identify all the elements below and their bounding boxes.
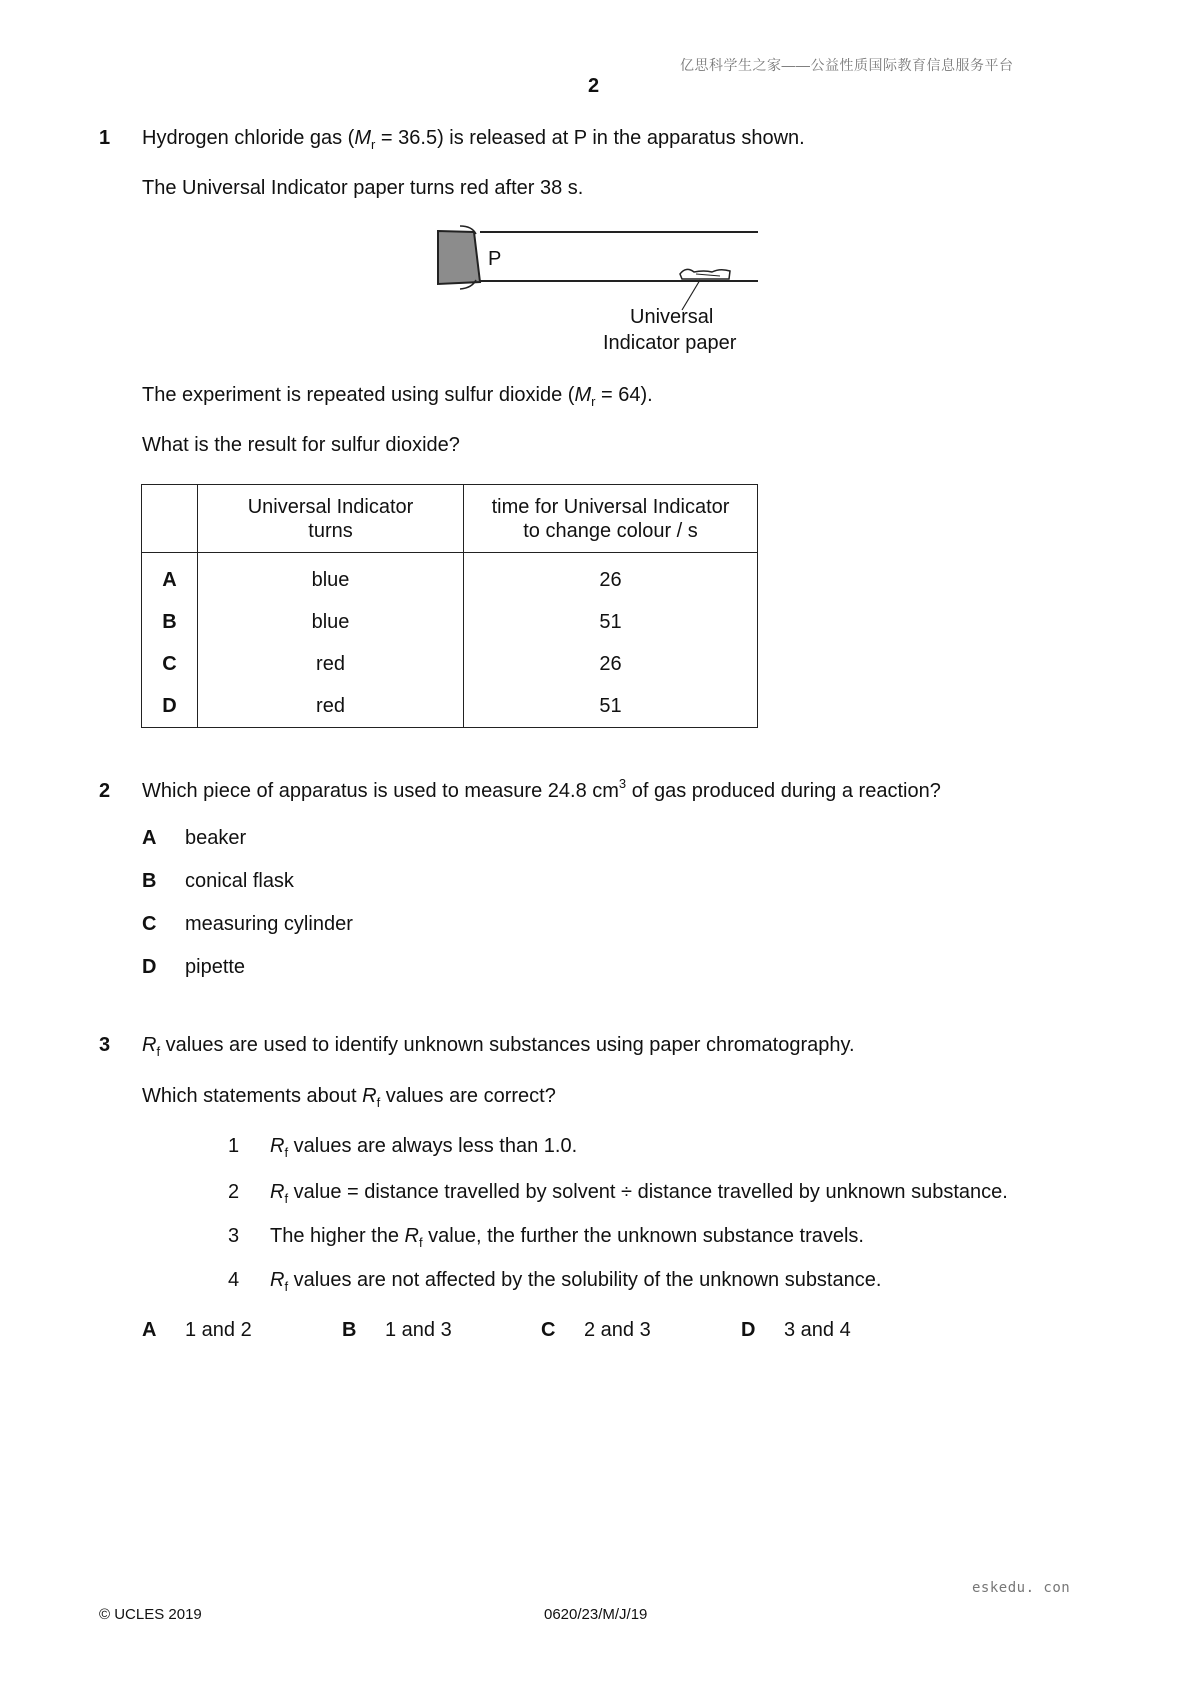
row-time: 26: [464, 553, 758, 602]
row-colour: blue: [198, 553, 464, 602]
footer-copyright: © UCLES 2019: [99, 1606, 202, 1623]
q3-statement-number: 2: [228, 1181, 240, 1203]
header-time: time for Universal Indicator to change colour / s: [464, 485, 758, 553]
header-empty-cell: [142, 485, 198, 553]
table-header-row: [142, 485, 758, 553]
q2-option-c[interactable]: C measuring cylinder: [142, 913, 353, 935]
q3-statement-2: $R_f$ value = distance travelled by solvent ÷ distance travelled by unknown substance.: [270, 1181, 1008, 1206]
p-label: P: [488, 248, 502, 270]
q1-repeat: The experiment is repeated using sulfur dioxide $(M_r = 64)$.: [142, 384, 653, 409]
row-label: B: [142, 601, 198, 643]
q3-answer-b[interactable]: B 1 and 3: [342, 1319, 452, 1341]
stopper: [438, 231, 480, 284]
row-time: 26: [464, 643, 758, 685]
table-row: [142, 685, 758, 728]
q2-number: 2: [99, 780, 111, 802]
paper-label-line2: Indicator paper: [603, 332, 737, 354]
q3-answer-c[interactable]: C 2 and 3: [541, 1319, 651, 1341]
footer-code: 0620/23/M/J/19: [544, 1606, 648, 1623]
page-number: 2: [588, 75, 600, 97]
table-row: [142, 643, 758, 685]
q3-answer-d[interactable]: D 3 and 4: [741, 1319, 851, 1341]
q2-text: Which piece of apparatus is used to measure 24.8 $cm^3$ of gas produced during a reaction?: [142, 776, 941, 802]
q3-intro: $R_f$ values are used to identify unknown substances using paper chromatography.: [142, 1034, 855, 1059]
q1-question: What is the result for sulfur dioxide?: [142, 434, 460, 456]
header-site-text: 亿思科学生之家——公益性质国际教育信息服务平台: [680, 57, 1014, 73]
q3-answer-a[interactable]: A 1 and 2: [142, 1319, 252, 1341]
q2-option-b[interactable]: B conical flask: [142, 870, 294, 892]
q1-number: 1: [99, 127, 111, 149]
paper-label-line1: Universal: [630, 306, 714, 328]
q3-statement-3: The higher the $R_f$ value, the further the unknown substance travels.: [270, 1225, 864, 1250]
q1-intro: Hydrogen chloride gas $(M_r = 36.5)$ is released at P in the apparatus shown.: [142, 127, 805, 152]
row-label: D: [142, 685, 198, 728]
header-indicator-turns: Universal Indicator turns: [198, 485, 464, 553]
q3-number: 3: [99, 1034, 111, 1056]
q3-statement-number: 4: [228, 1269, 240, 1291]
q2-option-a[interactable]: A beaker: [142, 827, 247, 849]
q3-statement-4: $R_f$ values are not affected by the solubility of the unknown substance.: [270, 1269, 882, 1294]
q1-observation: The Universal Indicator paper turns red after 38 s.: [142, 177, 584, 199]
row-label: C: [142, 643, 198, 685]
q1-options-table: [141, 484, 758, 728]
q3-question: Which statements about $R_f$ values are correct?: [142, 1085, 556, 1110]
table-row: [142, 601, 758, 643]
q2-option-d[interactable]: D pipette: [142, 956, 246, 978]
q3-statement-number: 3: [228, 1225, 240, 1247]
row-time: 51: [464, 601, 758, 643]
watermark-text: eskedu. con: [972, 1580, 1071, 1596]
q3-statement-number: 1: [228, 1135, 240, 1157]
q3-statement-1: $R_f$ values are always less than 1.0.: [270, 1135, 578, 1160]
row-time: 51: [464, 685, 758, 728]
row-colour: red: [198, 643, 464, 685]
row-colour: red: [198, 685, 464, 728]
row-colour: blue: [198, 601, 464, 643]
indicator-paper: [680, 269, 730, 279]
row-label: A: [142, 553, 198, 602]
table-row: [142, 553, 758, 602]
